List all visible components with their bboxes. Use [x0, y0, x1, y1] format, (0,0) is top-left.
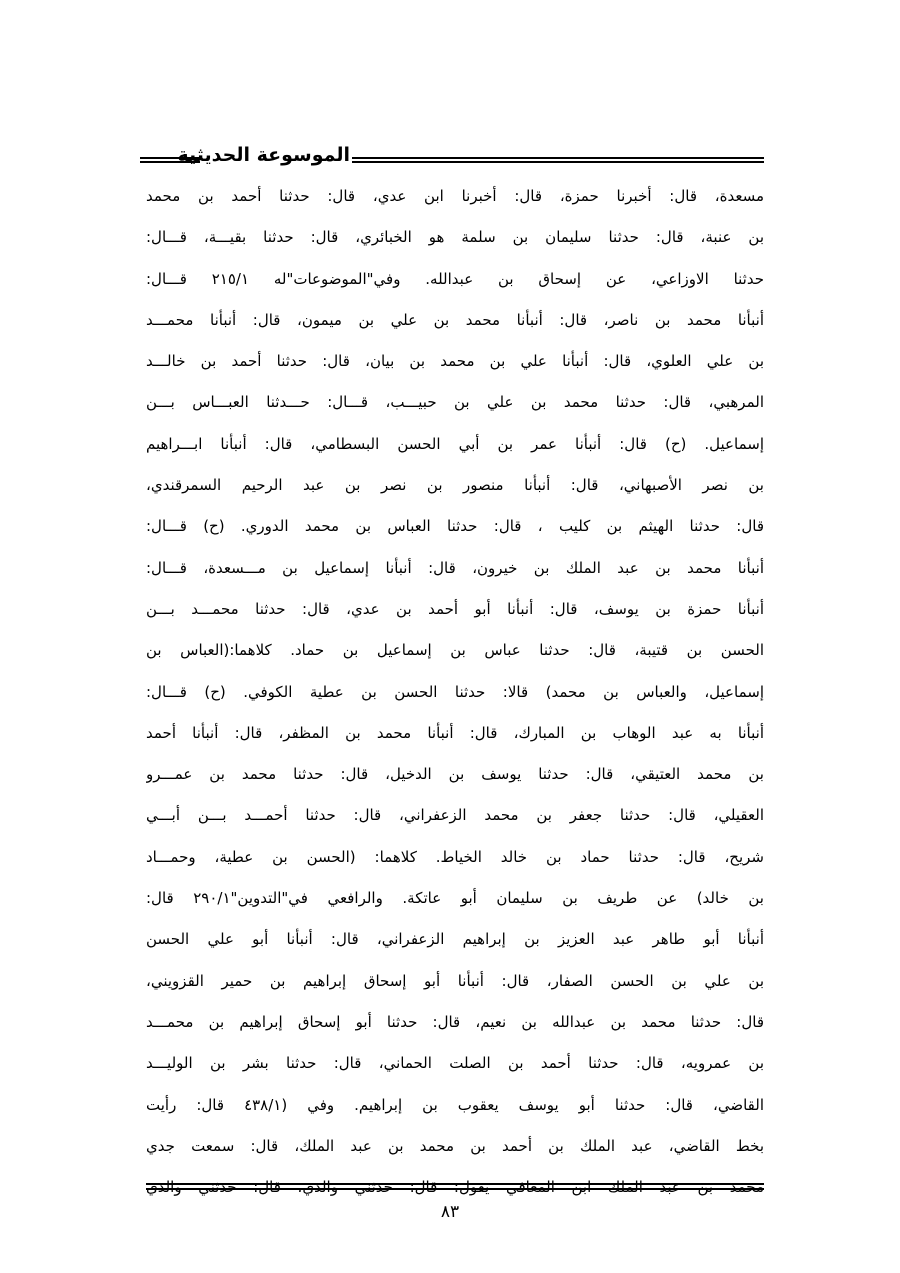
text-line: شريح، قال: حدثنا حماد بن خالد الخياط. كلاهما: (الحسن بن عطية، وحمـــاد — [146, 847, 764, 866]
text-line: القاضي، قال: حدثنا أبو يوسف يعقوب بن إبراهيم. وفي (٤٣٨/١ قال: رأيت — [146, 1095, 764, 1114]
text-line: بن عنبة، قال: حدثنا سليمان بن سلمة هو الخبائري، قال: حدثنا بقيـــة، قـــال: — [146, 228, 764, 247]
text-line: إسماعيل، والعباس بن محمد) قالا: حدثنا الحسن بن عطية الكوفي. (ح) قـــال: — [146, 682, 764, 701]
text-line: المرهبي، قال: حدثنا محمد بن علي بن حبيـــب، قـــال: حـــدثنا العبـــاس بـــن — [146, 393, 764, 412]
header-rule-right — [352, 157, 764, 163]
text-line: بن علي العلوي، قال: أنبأنا علي بن محمد بن بيان، قال: حدثنا أحمد بن خالـــد — [146, 352, 764, 371]
text-line: بن عمرويه، قال: حدثنا أحمد بن الصلت الحماني، قال: حدثنا بشر بن الوليـــد — [146, 1054, 764, 1073]
text-line: حدثنا الاوزاعي، عن إسحاق بن عبدالله. وفي"الموضوعات"له ٢١٥/١ قـــال: — [146, 269, 764, 288]
header-title: الموسوعة الحديثية — [177, 144, 350, 166]
text-line: مسعدة، قال: أخبرنا حمزة، قال: أخبرنا ابن عدي، قال: حدثنا أحمد بن محمد — [146, 187, 764, 205]
text-line: بن نصر الأصبهاني، قال: أنبأنا منصور بن نصر بن عبد الرحيم السمرقندي، — [146, 476, 764, 495]
text-line: بن خالد) عن طريف بن سليمان أبو عاتكة. والرافعي في"التدوين"٢٩٠/١ قال: — [146, 889, 764, 908]
text-line: بخط القاضي، عبد الملك بن أحمد بن محمد بن عبد الملك، قال: سمعت جدي — [146, 1136, 764, 1155]
text-line: محمد بن عبد الملك ابن المعافي يقول: قال: حدثني والدي، قال: حدثني والدي — [146, 1178, 764, 1197]
header-rule-left — [140, 157, 200, 163]
text-line: قال: حدثنا محمد بن عبدالله بن نعيم، قال: حدثنا أبو إسحاق إبراهيم بن محمـــد — [146, 1012, 764, 1031]
text-line: الحسن بن قتيبة، قال: حدثنا عباس بن إسماعيل بن حماد. كلاهما:(العباس بن — [146, 641, 764, 660]
text-line: أنبأنا محمد بن ناصر، قال: أنبأنا محمد بن علي بن ميمون، قال: أنبأنا محمـــد — [146, 310, 764, 329]
text-line: بن محمد العتيقي، قال: حدثنا يوسف بن الدخيل، قال: حدثنا محمد بن عمـــرو — [146, 765, 764, 784]
text-line: قال: حدثنا الهيثم بن كليب ، قال: حدثنا العباس بن محمد الدوري. (ح) قـــال: — [146, 517, 764, 536]
footer-rule — [146, 1183, 764, 1190]
running-header — [140, 138, 764, 174]
text-line: أنبأنا حمزة بن يوسف، قال: أنبأنا أبو أحمد بن عدي، قال: حدثنا محمـــد بـــن — [146, 599, 764, 618]
text-line: بن علي بن الحسن الصفار، قال: أنبأنا أبو إسحاق إبراهيم بن حمير القزويني، — [146, 971, 764, 990]
text-line: العقيلي، قال: حدثنا جعفر بن محمد الزعفراني، قال: حدثنا أحمـــد بـــن أبـــي — [146, 806, 764, 825]
body-text — [146, 176, 764, 1208]
text-line: أنبأنا أبو طاهر عبد العزيز بن إبراهيم الزعفراني، قال: أنبأنا أبو علي الحسن — [146, 930, 764, 949]
text-line: أنبأنا به عبد الوهاب بن المبارك، قال: أنبأنا محمد بن المظفر، قال: أنبأنا أحمد — [146, 723, 764, 742]
text-line: أنبأنا محمد بن عبد الملك بن خيرون، قال: أنبأنا إسماعيل بن مـــسعدة، قـــال: — [146, 558, 764, 577]
page-number: ٨٣ — [440, 1202, 460, 1222]
text-line: إسماعيل. (ح) قال: أنبأنا عمر بن أبي الحسن البسطامي، قال: أنبأنا ابـــراهيم — [146, 434, 764, 453]
